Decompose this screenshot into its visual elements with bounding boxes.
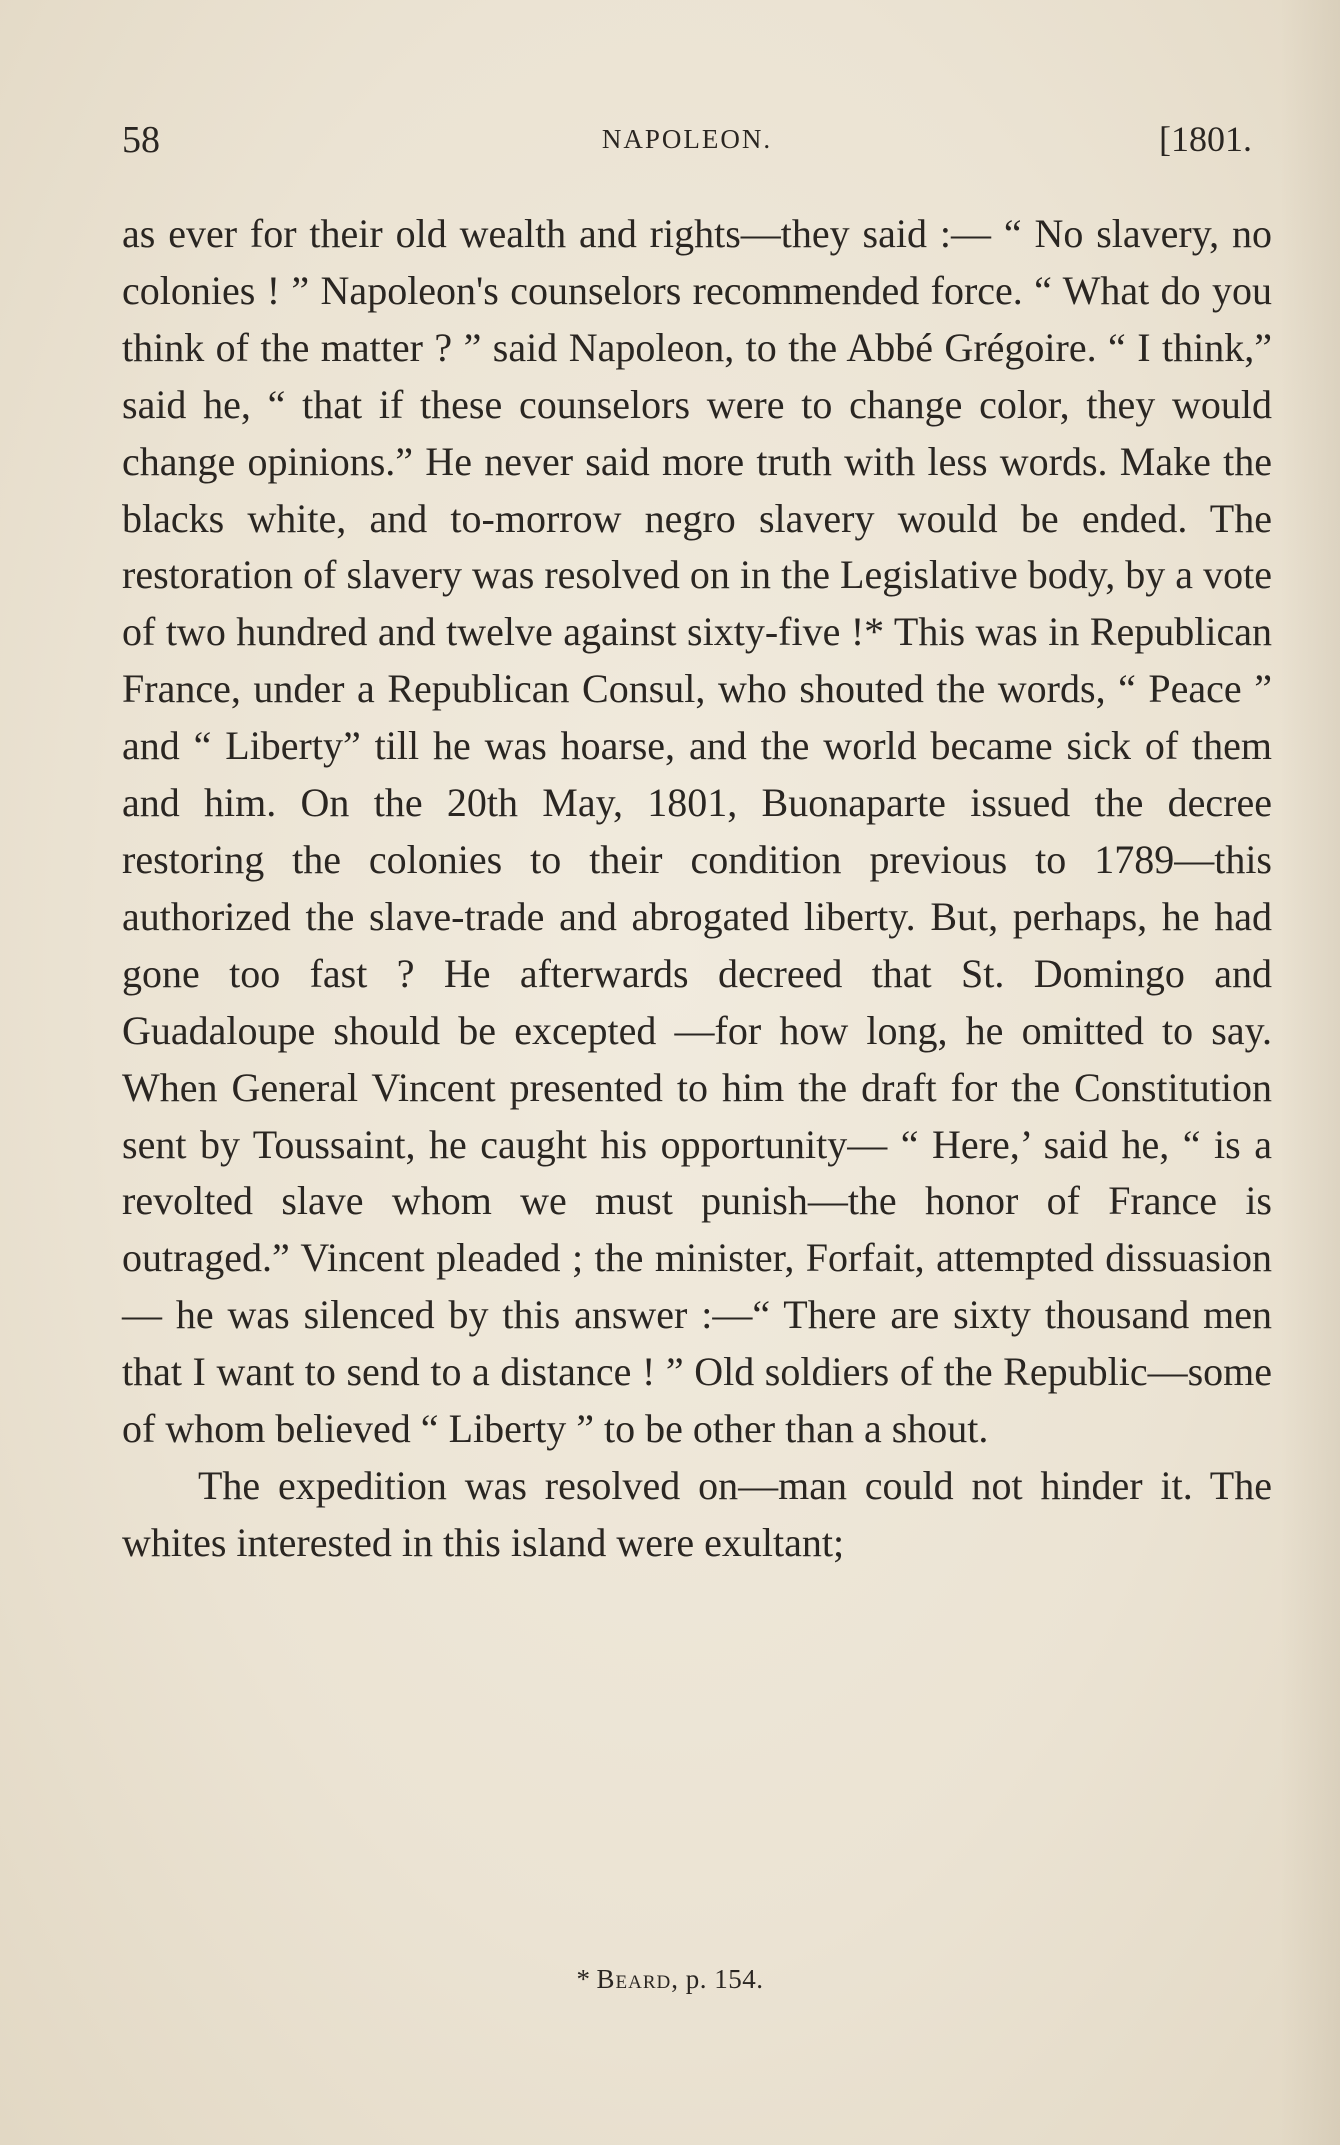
footnote-citation: , p. 154. xyxy=(671,1964,764,1994)
page-number: 58 xyxy=(122,119,160,161)
paragraph-continued: as ever for their old wealth and rights—they said :— “ No slavery, no colonies ! ” Napoleon's counselors recommended force. “ What do you think of the matter ? ” said Napoleon, to the Abbé Grégoire. “ I think,” said he, “ that if these counselors were to change color, they would change opinions.” He never said more truth with less words. Make the blacks white, and to-morrow negro slavery would be ended. The restoration of slavery was resolved on in the Legislative body, by a vote of two hundred and twelve against sixty-five !* This was in Republican France, under a Republican Consul, who shouted the words, “ Peace ” and “ Liberty” till he was hoarse, and the world became sick of them and him. On the 20th May, 1801, Buonaparte issued the decree restoring the colonies to their condition previous to 1789—this authorized the slave-trade and abrogated liberty. But, perhaps, he had gone too fast ? He afterwards decreed that St. Domingo and Guadaloupe should be excepted —for how long, he omitted to say. When General Vincent presented to him the draft for the Constitution sent by Toussaint, he caught his opportunity— “ Here,’ said he, “ is a revolted slave whom we must punish—the honor of France is outraged.” Vincent pleaded ; the minister, Forfait, attempted dissuasion— he was silenced by this answer :—“ There are sixty thousand men that I want to send to a distance ! ” Old soldiers of the Republic—some of whom believed “ Liberty ” to be other than a shout. xyxy=(122,211,1272,1452)
running-head xyxy=(122,118,1252,168)
running-title: NAPOLEON. xyxy=(601,124,773,154)
running-year: [1801. xyxy=(1159,119,1252,159)
footnote-marker: * xyxy=(576,1964,591,1994)
paragraph-expedition: The expedition was resolved on—man could not hinder it. The whites interested in this island were exultant; xyxy=(122,1462,1272,1565)
body-text xyxy=(122,206,1272,1572)
footnote-author: Beard xyxy=(596,1964,672,1994)
footnote xyxy=(0,1964,1340,1995)
